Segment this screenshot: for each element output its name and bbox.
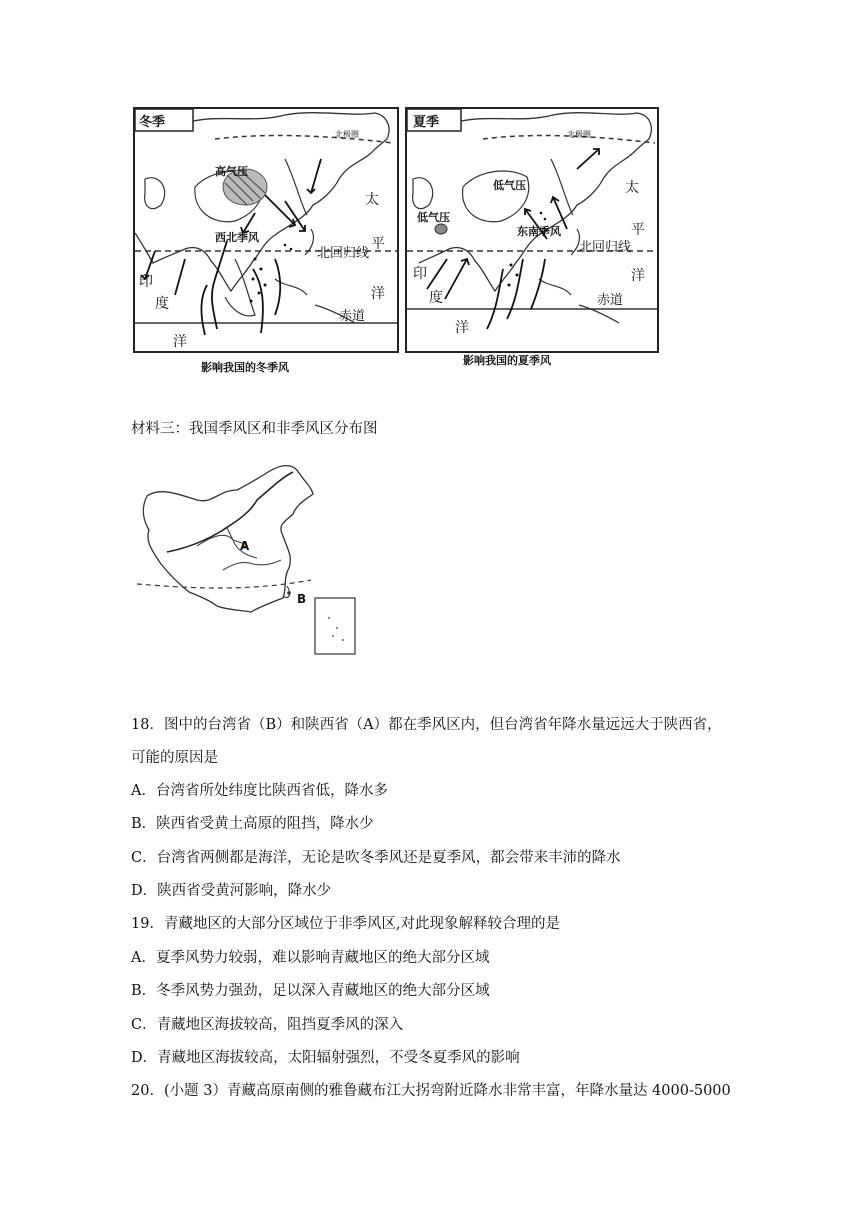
winter-arctic-label: 北极圈 <box>335 130 359 139</box>
summer-monsoon-map <box>405 107 659 353</box>
q19-option-a: A．夏季风势力较弱，难以影响青藏地区的绝大部分区域 <box>131 950 490 966</box>
q19-option-b: B．冬季风势力强劲，足以深入青藏地区的绝大部分区域 <box>131 983 490 999</box>
winter-season-label: 冬季 <box>139 115 166 130</box>
low-pressure-area <box>435 224 447 234</box>
material3-title: 材料三：我国季风区和非季风区分布图 <box>131 421 378 437</box>
summer-map-caption: 影响我国的夏季风 <box>463 354 551 367</box>
q20-stem: 20．(小题 3）青藏高原南侧的雅鲁藏布江大拐弯附近降水非常丰富，年降水量达 4000-5000 <box>131 1083 731 1099</box>
winter-indian-char-1: 印 <box>139 274 153 290</box>
winter-monsoon-map <box>133 107 399 353</box>
summer-pacific-char-2: 平 <box>631 222 645 238</box>
summer-equator-label: 赤道 <box>597 293 624 308</box>
label-a: A <box>240 539 250 553</box>
winter-indian-char-2: 度 <box>155 296 169 312</box>
southeast-monsoon-label: 东南季风 <box>517 225 561 238</box>
q18-option-d: D．陕西省受黄河影响，降水少 <box>131 883 332 899</box>
q19-stem: 19．青藏地区的大部分区域位于非季风区,对此现象解释较合理的是 <box>131 916 561 932</box>
q18-option-c: C．台湾省两侧都是海洋，无论是吹冬季风还是夏季风，都会带来丰沛的降水 <box>131 850 621 866</box>
china-map-drawing <box>137 460 359 656</box>
q19-option-d: D．青藏地区海拔较高，太阳辐射强烈，不受冬夏季风的影响 <box>131 1050 520 1066</box>
winter-map-caption: 影响我国的冬季风 <box>201 361 289 374</box>
taiwan-marker <box>287 591 291 595</box>
summer-pacific-char-3: 洋 <box>631 268 645 284</box>
winter-pacific-char-2: 平 <box>371 236 385 252</box>
q18-stem-line2: 可能的原因是 <box>131 750 218 766</box>
summer-indian-char-2: 度 <box>429 290 443 306</box>
low-pressure-label-1: 低气压 <box>493 179 526 192</box>
summer-monsoon-arrows <box>427 149 599 329</box>
summer-arctic-label: 北极圈 <box>567 130 591 139</box>
q19-option-c: C．青藏地区海拔较高，阻挡夏季风的深入 <box>131 1017 404 1033</box>
label-b: B <box>297 592 307 606</box>
q18-option-b: B．陕西省受黄土高原的阻挡，降水少 <box>131 816 374 832</box>
northwest-monsoon-label: 西北季风 <box>215 231 259 244</box>
winter-equator-label: 赤道 <box>339 309 366 324</box>
south-china-sea-inset <box>315 598 355 654</box>
summer-tropic-label: 北回归线 <box>579 240 632 255</box>
high-pressure-label: 高气压 <box>215 165 248 178</box>
q18-option-a: A．台湾省所处纬度比陕西省低，降水多 <box>131 783 388 799</box>
winter-tropic-label: 北回归线 <box>317 246 370 261</box>
winter-pacific-char-1: 太 <box>365 192 379 208</box>
low-pressure-label-2: 低气压 <box>417 211 450 224</box>
q18-stem-line1: 18．图中的台湾省（B）和陕西省（A）都在季风区内，但台湾省年降水量远远大于陕西省， <box>131 717 722 733</box>
summer-season-label: 夏季 <box>413 115 440 130</box>
summer-indian-char-3: 洋 <box>455 320 469 336</box>
summer-pacific-char-1: 太 <box>625 180 639 196</box>
summer-indian-char-1: 印 <box>413 266 427 282</box>
china-monsoon-map <box>137 460 359 656</box>
winter-indian-char-3: 洋 <box>173 334 187 350</box>
winter-pacific-char-3: 洋 <box>371 286 385 302</box>
